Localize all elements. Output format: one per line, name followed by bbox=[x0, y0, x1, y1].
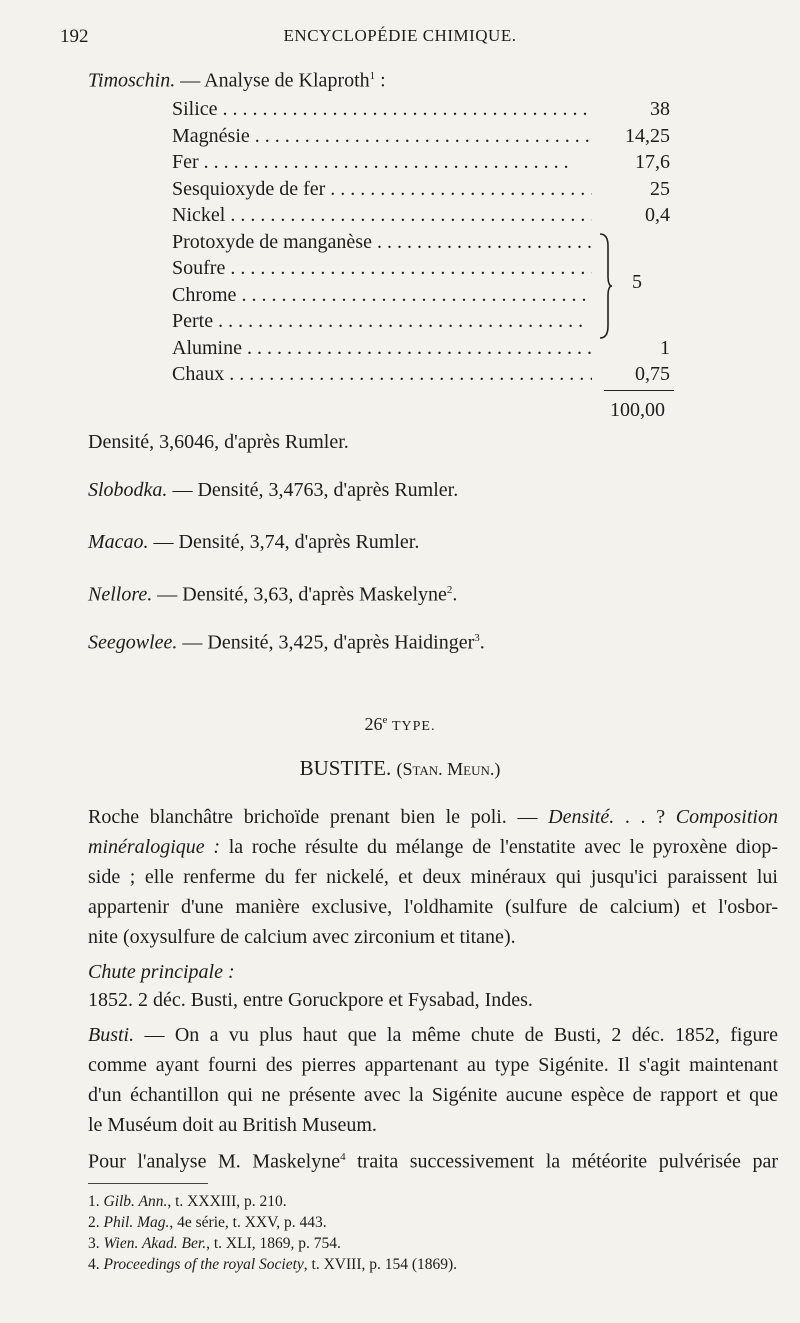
analysis-row bbox=[172, 335, 672, 361]
analysis-row bbox=[172, 308, 672, 334]
text-segment: side ; elle renferme du fer nickelé, et deux minéraux qui jusqu'ici paraissent lui bbox=[88, 866, 778, 888]
component-value: 25 bbox=[650, 177, 670, 200]
total-value: 100,00 bbox=[610, 399, 665, 421]
locality-name: Timoschin. bbox=[88, 69, 176, 92]
analysis-row bbox=[172, 282, 672, 308]
analysis-row bbox=[172, 149, 672, 175]
running-header bbox=[60, 26, 740, 50]
text-line bbox=[88, 922, 778, 952]
text-line bbox=[88, 892, 778, 922]
text-line bbox=[88, 1020, 778, 1050]
locality-text: — Densité, 3,4763, d'après Rumler. bbox=[167, 479, 459, 501]
text-segment: Densité. bbox=[548, 806, 615, 828]
analysis-row bbox=[172, 255, 672, 281]
component-name: Alumine . . . bbox=[172, 335, 592, 361]
note-ref: 2 bbox=[446, 584, 453, 596]
chute-label: Chute principale : bbox=[88, 961, 235, 983]
author-abbrev: (Stan. Meun.) bbox=[396, 759, 501, 779]
text-line bbox=[88, 862, 778, 892]
locality-text: — Densité, 3,425, d'après Haidinger bbox=[177, 631, 475, 654]
locality-name: Slobodka. bbox=[88, 479, 168, 501]
page-number: 192 bbox=[60, 26, 89, 47]
component-value: 17,6 bbox=[635, 151, 670, 173]
analysis-row bbox=[172, 123, 672, 149]
text-segment: Busti. bbox=[88, 1024, 135, 1046]
footnote-source: Phil. Mag. bbox=[103, 1214, 170, 1231]
text-segment: d'un échantillon qui ne présente avec la Sigénite aucune espèce de rapport et que bbox=[88, 1084, 778, 1106]
text-line bbox=[88, 1110, 778, 1140]
brace-value: 5 bbox=[632, 271, 642, 293]
last-line-start: Pour l'analyse M. Maskelyne bbox=[88, 1150, 341, 1173]
running-title: ENCYCLOPÉDIE CHIMIQUE. bbox=[283, 26, 517, 45]
text-segment: — On a vu plus haut que la même chute de Busti, 2 déc. 1852, figure bbox=[134, 1024, 778, 1046]
type-word: TYPE. bbox=[391, 719, 436, 734]
timoschin-heading bbox=[88, 64, 386, 93]
last-line-rest: traita successivement la météorite pulvérisée par bbox=[345, 1150, 778, 1173]
text-segment: comme ayant fourni des pierres appartenant au type Sigénite. Il s'agit maintenant bbox=[88, 1054, 778, 1076]
footnote-number: 2. bbox=[88, 1214, 100, 1231]
component-name: Chrome . . . bbox=[172, 282, 592, 308]
component-name: Silice . . . bbox=[172, 96, 592, 122]
last-line bbox=[88, 1142, 778, 1172]
footnote-number: 4. bbox=[88, 1256, 100, 1273]
text-line bbox=[88, 802, 778, 832]
footnote-ref: , t. XVIII, p. 154 (1869). bbox=[303, 1256, 458, 1273]
analysis-row bbox=[172, 229, 672, 255]
description-paragraph bbox=[88, 802, 778, 952]
text-line bbox=[88, 1080, 778, 1110]
text-segment: minéralogique : bbox=[88, 836, 221, 858]
component-value: 0,75 bbox=[635, 363, 670, 385]
chute-text: 1852. 2 déc. Busti, entre Goruckpore et Fysabad, Indes. bbox=[88, 989, 533, 1011]
footnote-source: Proceedings of the royal Society bbox=[103, 1256, 304, 1273]
component-value: 1 bbox=[660, 336, 670, 359]
locality-name: Nellore. bbox=[88, 583, 153, 606]
type-number: 26 bbox=[364, 714, 383, 734]
component-value: 14,25 bbox=[625, 124, 670, 147]
heading-text: — Analyse de Klaproth bbox=[180, 69, 370, 92]
footnote-ref: , t. XLI, 1869, p. 754. bbox=[206, 1235, 341, 1252]
total-rule bbox=[604, 390, 674, 391]
component-name: Chaux . . . bbox=[172, 361, 592, 387]
footnote bbox=[88, 1213, 327, 1233]
component-name: Magnésie . . . bbox=[172, 123, 592, 149]
text-segment: le Muséum doit au British Museum. bbox=[88, 1114, 377, 1136]
locality-entry bbox=[88, 478, 458, 502]
footnote-rule bbox=[88, 1183, 208, 1184]
footnote-number: 1. bbox=[88, 1193, 100, 1210]
locality-text: — Densité, 3,74, d'après Rumler. bbox=[148, 531, 420, 553]
component-name: Soufre . . . bbox=[172, 255, 592, 281]
text-line bbox=[88, 1050, 778, 1080]
analysis-row bbox=[172, 202, 672, 228]
type-heading bbox=[0, 708, 800, 739]
text-line bbox=[88, 832, 778, 862]
footnote bbox=[88, 1255, 457, 1275]
component-name: Fer . . . bbox=[172, 149, 592, 175]
text-segment: . . ? bbox=[614, 806, 676, 828]
analysis-row bbox=[172, 96, 672, 122]
text-segment: nite (oxysulfure de calcium avec zirconium et titane). bbox=[88, 926, 516, 948]
timoschin-density: Densité, 3,6046, d'après Rumler. bbox=[88, 431, 349, 453]
footnote-ref: , t. XXXIII, p. 210. bbox=[167, 1193, 287, 1210]
locality-entry: Seegowlee. — Densité, 3,425, d'après Haidinger$^3$. bbox=[88, 631, 485, 654]
text-segment: la roche résulte du mélange de l'enstatite avec le pyroxène diop- bbox=[220, 836, 778, 858]
footnote-source: Gilb. Ann. bbox=[103, 1193, 168, 1210]
footnote-ref: , 4e série, t. XXV, p. 443. bbox=[169, 1214, 327, 1231]
analysis-row bbox=[172, 361, 672, 387]
component-value: 38 bbox=[650, 98, 670, 120]
locality-entry bbox=[88, 530, 419, 554]
locality-name: Seegowlee. bbox=[88, 631, 178, 654]
footnote-source: Wien. Akad. Ber. bbox=[103, 1235, 207, 1252]
component-name: Nickel . . . bbox=[172, 202, 592, 228]
heading-end: : bbox=[375, 69, 386, 92]
text-segment: Roche blanchâtre brichoïde prenant bien le poli. — bbox=[88, 806, 549, 828]
footnote bbox=[88, 1234, 341, 1254]
footnote bbox=[88, 1192, 287, 1212]
note-ref: 4 bbox=[340, 1151, 346, 1163]
component-name: Protoxyde de manganèse . . . bbox=[172, 229, 592, 255]
text-segment: appartenir d'une manière exclusive, l'oldhamite (sulfure de calcium) et l'osbor- bbox=[88, 896, 778, 918]
footnote-number: 3. bbox=[88, 1235, 100, 1252]
bustite-title: BUSTITE. bbox=[299, 756, 392, 780]
analysis-row bbox=[172, 176, 672, 202]
locality-text: — Densité, 3,63, d'après Maskelyne bbox=[152, 583, 447, 606]
last-paragraph bbox=[88, 1142, 778, 1172]
locality-entry: Nellore. — Densité, 3,63, d'après Maskelyne$^2$. bbox=[88, 583, 458, 606]
brace-mark bbox=[598, 232, 612, 340]
component-name: Sesquioxyde de fer . . . bbox=[172, 176, 592, 202]
locality-name: Macao. bbox=[88, 531, 149, 553]
component-name: Perte . . . bbox=[172, 308, 592, 334]
note-ref: 1 bbox=[369, 70, 376, 82]
type-sup: e bbox=[382, 714, 388, 726]
note-ref: 3 bbox=[474, 632, 480, 644]
section-title bbox=[0, 756, 800, 781]
busti-paragraph bbox=[88, 1020, 778, 1140]
text-segment: Composition bbox=[675, 806, 778, 828]
component-value: 0,4 bbox=[645, 204, 670, 226]
